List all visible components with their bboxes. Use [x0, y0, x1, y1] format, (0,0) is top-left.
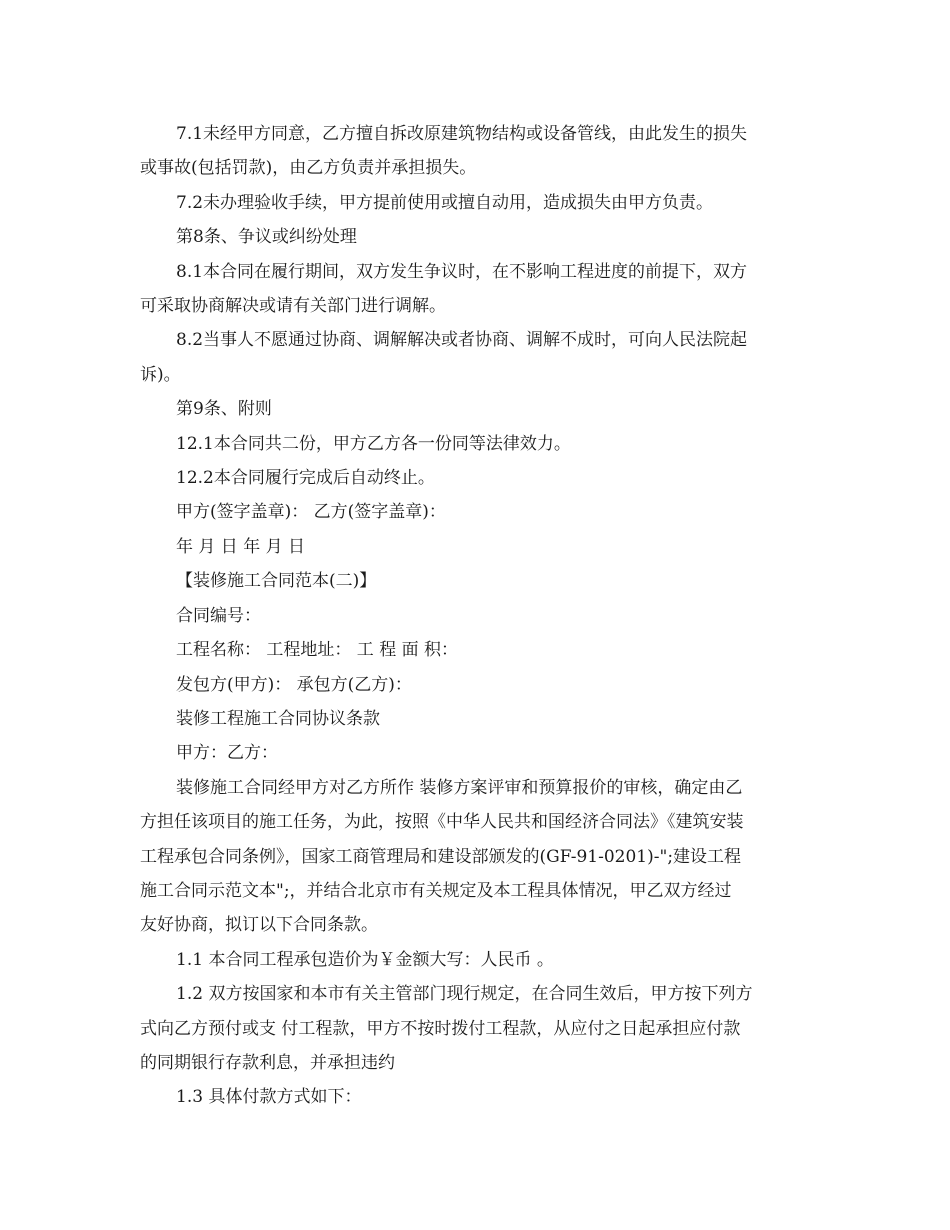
document-body: [140, 117, 812, 1115]
clause-8-1-cont: 可采取协商解决或请有关部门进行调解。: [140, 296, 446, 317]
preamble-line-1: 装修施工合同经甲方对乙方所作 装修方案评审和预算报价的审核，确定由乙: [176, 777, 743, 798]
clause-1-2-cont-1: 式向乙方预付或支 付工程款，甲方不按时拨付工程款，从应付之日起承担应付款: [140, 1018, 741, 1039]
preamble-line-4: 施工合同示范文本";，并结合北京市有关规定及本工程具体情况，甲乙双方经过: [140, 880, 732, 901]
parties-line: 发包方(甲方)： 承包方(乙方)：: [176, 674, 412, 695]
clause-7-1-cont: 或事故(包括罚款)，由乙方负责并承担损失。: [140, 158, 477, 179]
template-title: 【装修施工合同范本(二)】: [176, 571, 377, 592]
clause-7-1: 7.1未经甲方同意，乙方擅自拆改原建筑物结构或设备管线，由此发生的损失: [176, 124, 748, 144]
contract-number: 合同编号：: [176, 605, 261, 626]
party-a-b: 甲方：乙方：: [176, 743, 278, 764]
clause-8-2-cont: 诉)。: [140, 364, 181, 385]
preamble-line-5: 友好协商，拟订以下合同条款。: [140, 915, 378, 936]
article-8-heading: 第8条、争议或纠纷处理: [176, 227, 357, 248]
clause-12-2: 12.2本合同履行完成后自动终止。: [176, 468, 435, 489]
preamble-line-3: 工程承包合同条例》，国家工商管理局和建设部颁发的(GF-91-0201)-";建设工程: [140, 846, 742, 867]
project-info: 工程名称： 工程地址： 工 程 面 积：: [176, 640, 459, 661]
agreement-heading: 装修工程施工合同协议条款: [176, 708, 380, 729]
article-9-heading: 第9条、附则: [176, 399, 272, 420]
clause-1-2: 1.2 双方按国家和本市有关主管部门现行规定，在合同生效后，甲方按下列方: [176, 984, 753, 1005]
clause-8-1: 8.1本合同在履行期间，双方发生争议时，在不影响工程进度的前提下，双方: [176, 261, 748, 282]
clause-1-1: 1.1 本合同工程承包造价为￥金额大写：人民币 。: [176, 949, 554, 970]
signature-line: 甲方(签字盖章)： 乙方(签字盖章)：: [176, 502, 446, 523]
clause-12-1: 12.1本合同共二份，甲方乙方各一份同等法律效力。: [176, 433, 571, 454]
clause-7-2: 7.2未办理验收手续，甲方提前使用或擅自动用，造成损失由甲方负责。: [176, 192, 714, 213]
preamble-line-2: 方担任该项目的施工任务，为此，按照《中华人民共和国经济合同法》《建筑安装: [140, 812, 744, 833]
clause-1-3: 1.3 具体付款方式如下：: [176, 1087, 362, 1108]
clause-1-2-cont-2: 的同期银行存款利息，并承担违约: [140, 1052, 395, 1073]
date-line: 年 月 日 年 月 日: [176, 536, 306, 557]
clause-8-2: 8.2当事人不愿通过协商、调解解决或者协商、调解不成时，可向人民法院起: [176, 330, 748, 351]
